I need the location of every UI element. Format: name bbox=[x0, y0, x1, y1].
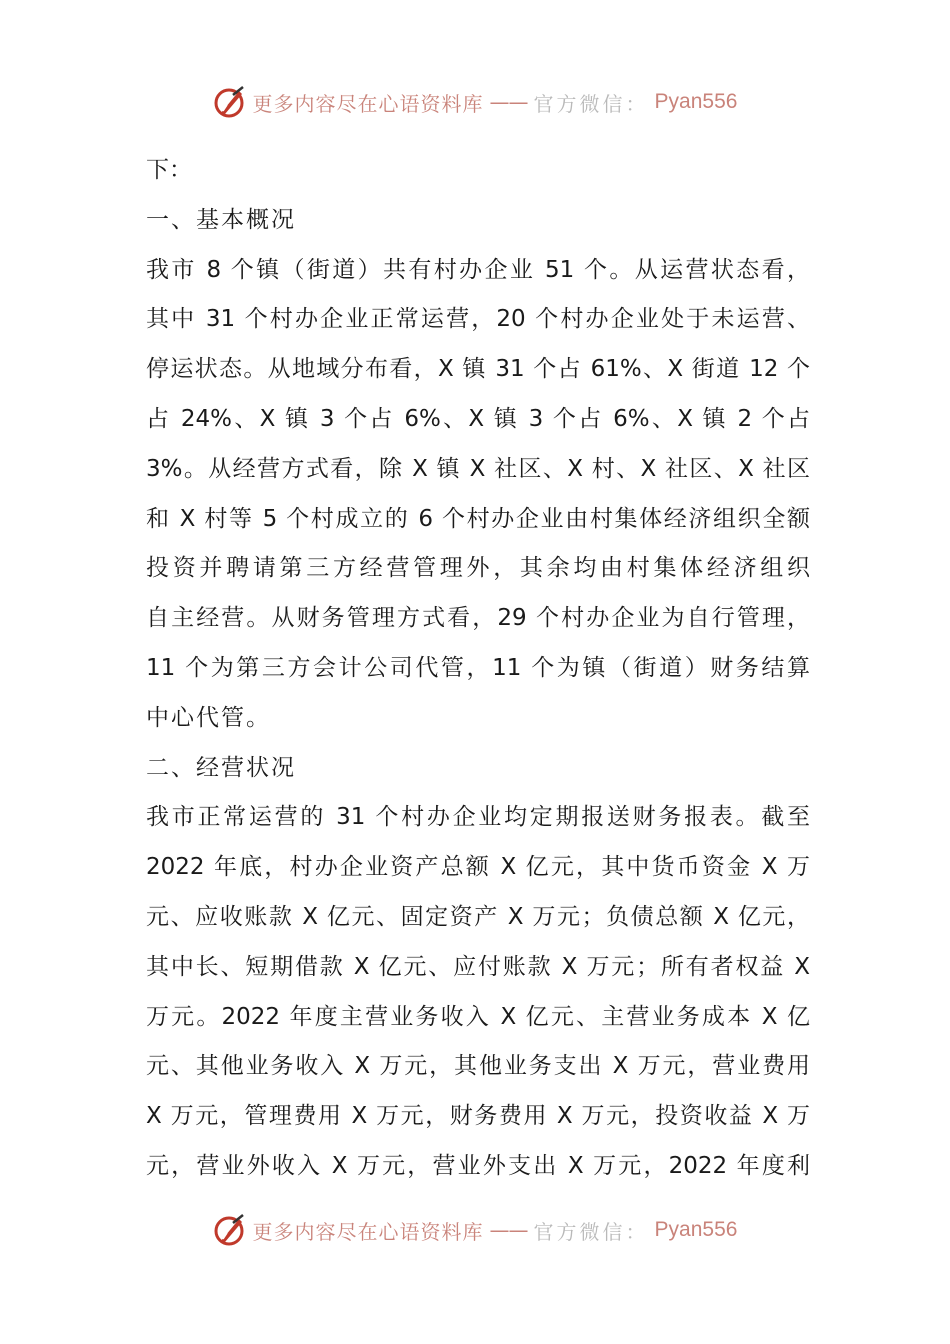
banner-slogan: 更多内容尽在心语资料库 bbox=[252, 91, 484, 116]
text-line: 自主经营。从财务管理方式看，29 个村办企业为自行管理， bbox=[146, 605, 810, 632]
text-line: 我市正常运营的 31 个村办企业均定期报送财务报表。截至 bbox=[146, 804, 810, 831]
text-line: 投资并聘请第三方经营管理外，其余均由村集体经济组织 bbox=[146, 555, 810, 582]
text-line: 下： bbox=[146, 157, 192, 183]
text-line: 元，营业外收入 X 万元，营业外支出 X 万元，2022 年度利 bbox=[146, 1152, 810, 1179]
text-line: 11 个为第三方会计公司代管，11 个为镇（街道）财务结算 bbox=[146, 654, 810, 681]
header-watermark-banner bbox=[0, 82, 950, 122]
banner-slogan: 更多内容尽在心语资料库 bbox=[252, 1219, 484, 1244]
text-line: 中心代管。 bbox=[146, 704, 271, 731]
text-line: 和 X 村等 5 个村成立的 6 个村办企业由村集体经济组织全额 bbox=[146, 505, 810, 532]
text-line: 元、其他业务收入 X 万元，其他业务支出 X 万元，营业费用 bbox=[146, 1053, 810, 1080]
text-line: 停运状态。从地域分布看，X 镇 31 个占 61%、X 街道 12 个 bbox=[146, 356, 810, 383]
section-heading: 二、经营状况 bbox=[146, 754, 296, 781]
text-line: 我市 8 个镇（街道）共有村办企业 51 个。从运营状态看， bbox=[146, 256, 810, 283]
quill-logo-icon bbox=[213, 1213, 247, 1247]
text-line: 3%。从经营方式看，除 X 镇 X 社区、X 村、X 社区、X 社区 bbox=[146, 455, 810, 482]
banner-wechat-id: Pyan556 bbox=[654, 1218, 738, 1241]
quill-logo-icon bbox=[213, 85, 247, 119]
text-line: 其中 31 个村办企业正常运营，20 个村办企业处于未运营、 bbox=[146, 306, 810, 333]
banner-wechat-label: 官方微信： bbox=[533, 1219, 649, 1244]
text-line: 万元。2022 年度主营业务收入 X 亿元、主营业务成本 X 亿 bbox=[146, 1003, 810, 1030]
section-heading: 一、基本概况 bbox=[146, 206, 296, 233]
text-line: X 万元，管理费用 X 万元，财务费用 X 万元，投资收益 X 万 bbox=[146, 1103, 810, 1130]
document-body bbox=[146, 146, 810, 1192]
banner-dash: —— bbox=[489, 1218, 528, 1242]
banner-wechat-label: 官方微信： bbox=[533, 91, 649, 116]
text-line: 占 24%、X 镇 3 个占 6%、X 镇 3 个占 6%、X 镇 2 个占 bbox=[146, 405, 810, 432]
text-line: 元、应收账款 X 亿元、固定资产 X 万元；负债总额 X 亿元， bbox=[146, 903, 810, 930]
footer-watermark-banner bbox=[0, 1210, 950, 1250]
banner-wechat-id: Pyan556 bbox=[654, 90, 738, 113]
text-line: 2022 年底，村办企业资产总额 X 亿元，其中货币资金 X 万 bbox=[146, 854, 810, 881]
banner-dash: —— bbox=[489, 90, 528, 114]
text-line: 其中长、短期借款 X 亿元、应付账款 X 万元；所有者权益 X bbox=[146, 953, 810, 980]
